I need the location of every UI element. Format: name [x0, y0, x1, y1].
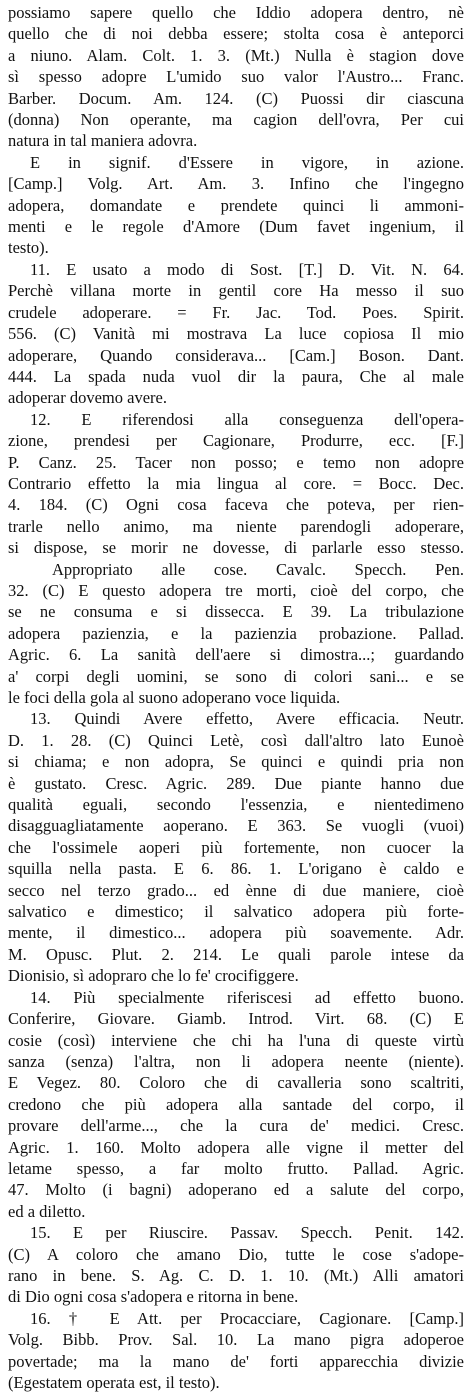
text-line: 4. 184. (C) Ogni cosa faceva che poteva, per rien- [8, 495, 464, 515]
text-line: rano in bene. S. Ag. C. D. 1. 10. (Mt.) Alli amatori [8, 1265, 464, 1285]
text-line: 13. Quindi Avere effetto, Avere efficacia. Neutr. [30, 709, 464, 729]
text-line: Agric. 6. La sanità dell'aere si dimostra...; guardando [8, 645, 464, 665]
text-line: 32. (C) E questo adopera tre morti, cioè del corpo, che [8, 580, 464, 600]
text-line: Contrario effetto la mia lingua al core. = Bocc. Dec. [8, 473, 464, 493]
text-line: M. Opusc. Plut. 2. 214. Le quali parole intese da [8, 944, 464, 964]
text-line: 12. E riferendosi alla conseguenza dell'opera- [30, 409, 464, 429]
text-line: E Vegez. 80. Coloro che di cavalleria sono scaltriti, [8, 1073, 464, 1093]
text-line: disagguagliatamente aoperano. E 363. Se vuogli (vuoi) [8, 816, 464, 836]
text-line: menti e le regole d'Amore (Dum favet ingenium, il [8, 217, 464, 237]
text-line: secco nel terzo grado... ed ènne di due maniere, cioè [8, 880, 464, 900]
text-line: 47. Molto (i bagni) adoperano ed a salute del corpo, [8, 1180, 464, 1200]
text-line: 11. E usato a modo di Sost. [T.] D. Vit. N. 64. [30, 259, 464, 279]
text-line: natura in tal maniera adovra. [8, 131, 198, 151]
text-line: squilla nella pasta. E 6. 86. 1. L'origano è caldo e [8, 859, 464, 879]
text-line: 444. La spada nuda vuol dir la paura, Che al male [8, 366, 464, 386]
text-line: 14. Più specialmente riferiscesi ad effetto buono. [30, 987, 464, 1007]
text-line: [Camp.] Volg. Art. Am. 3. Infino che l'ingegno [8, 174, 464, 194]
text-line: a niuno. Alam. Colt. 1. 3. (Mt.) Nulla è stagion dove [8, 45, 464, 65]
text-line: salvatico e dimestico; il salvatico adopera più forte- [8, 902, 464, 922]
text-line: che l'ossimele aoperi più fortemente, non cuocer la [8, 837, 464, 857]
text-line: sanza (senza) l'altra, non li adopera neente (niente). [8, 1051, 464, 1071]
text-line: si dispose, se morir ne dovesse, di parlarle esso stesso. [8, 538, 464, 558]
text-line: E in signif. d'Essere in vigore, in azione. [30, 152, 464, 172]
text-line: di Dio ogni cosa s'adopera e ritorna in bene. [8, 1287, 299, 1307]
text-line: provare dell'arme..., che la cura de' medici. Cresc. [8, 1116, 464, 1136]
text-line: testo). [8, 238, 49, 258]
text-line: D. 1. 28. (C) Quinci Letè, così dall'altro lato Eunoè [8, 730, 464, 750]
text-line: ed a diletto. [8, 1201, 86, 1221]
text-line: le foci della gola al suono adoperano voce liquida. [8, 688, 341, 707]
text-line: Conferire, Giovare. Giamb. Introd. Virt. 68. (C) E [8, 1009, 464, 1029]
text-line: adopera pazienzia, e la pazienzia probazione. Pallad. [8, 623, 464, 643]
text-line: Dionisio, sì adoprarо che lo fe' crocifiggere. [8, 966, 299, 986]
text-line: trarle nello animo, ma niente parendogli adoperare, [8, 516, 464, 536]
text-line: adoperar dovemo avere. [8, 388, 167, 408]
text-line: adopera, domandate e prendete quinci li ammoni- [8, 195, 464, 215]
text-line: povertade; ma la mano de' forti apparecchia divizie [8, 1351, 464, 1371]
text-line: letame spesso, a far molto frutto. Pallad. Agric. [8, 1158, 464, 1178]
text-line: Perchè villana morte in gentil core Ha messo il suo [8, 281, 464, 301]
text-line: Volg. Bibb. Prov. Sal. 10. La mano pigra adoperoe [8, 1330, 464, 1350]
text-line: credono che più adopera alla santade del corpo, il [8, 1094, 464, 1114]
text-line: 556. (C) Vanità mi mostrava La luce copiosa Il mio [8, 324, 464, 344]
text-line: crudele adoperare. = Fr. Jac. Tod. Poes. Spirit. [8, 302, 464, 322]
text-line: (donna) Non operante, ma cagion dell'ovra, Per cui [8, 110, 464, 130]
text-line: se ne consuma e si dissecca. E 39. La tribulazione [8, 602, 464, 622]
text-line: Agric. 1. 160. Molto adopera alle vigne il metter del [8, 1137, 464, 1157]
text-line: Barber. Docum. Am. 124. (C) Puossi dir ciascuna [8, 88, 464, 108]
text-line: è gustato. Cresc. Agric. 289. Due piante hanno due [8, 773, 464, 793]
text-line: qualità eguali, secondo l'essenzia, e nientedimeno [8, 795, 464, 815]
text-line: Appropriato alle cose. Cavalc. Specch. Pen. [52, 559, 464, 579]
text-line: P. Canz. 25. Tacer non posso; e temo non adopre [8, 452, 464, 472]
text-line: 15. E per Riuscire. Passav. Specch. Penit. 142. [30, 1223, 464, 1243]
text-line: cosie (così) interviene che chi ha l'una di queste virtù [8, 1030, 464, 1050]
text-line: si chiama; e non adopra, Se quinci e quindi pria non [8, 752, 464, 772]
text-line: a' corpi degli uomini, se sono di colori sani... e se [8, 666, 464, 686]
text-line: (C) A coloro che amano Dio, tutte le cose s'adope- [8, 1244, 464, 1264]
text-line: quello che di noi debba essere; stolta cosa è anteporci [8, 24, 464, 44]
text-line: zione, prendesi per Cagionare, Produrre, ecc. [F.] [8, 431, 464, 451]
text-line: sì spesso adopre L'umido suo valor l'Austro... Franc. [8, 67, 464, 87]
text-line: possiamo sapere quello che Iddio adopera dentro, nè [8, 3, 464, 22]
text-line: adoperare, Quando considerava... [Cam.] Boson. Dant. [8, 345, 464, 365]
text-line: mente, il dimestico... adopera più soavemente. Adr. [8, 923, 464, 943]
text-line: (Egestatem operata est, il testo). [8, 1373, 220, 1392]
text-line: 16. † E Att. per Procacciare, Cagionare. [Camp.] [30, 1308, 464, 1328]
